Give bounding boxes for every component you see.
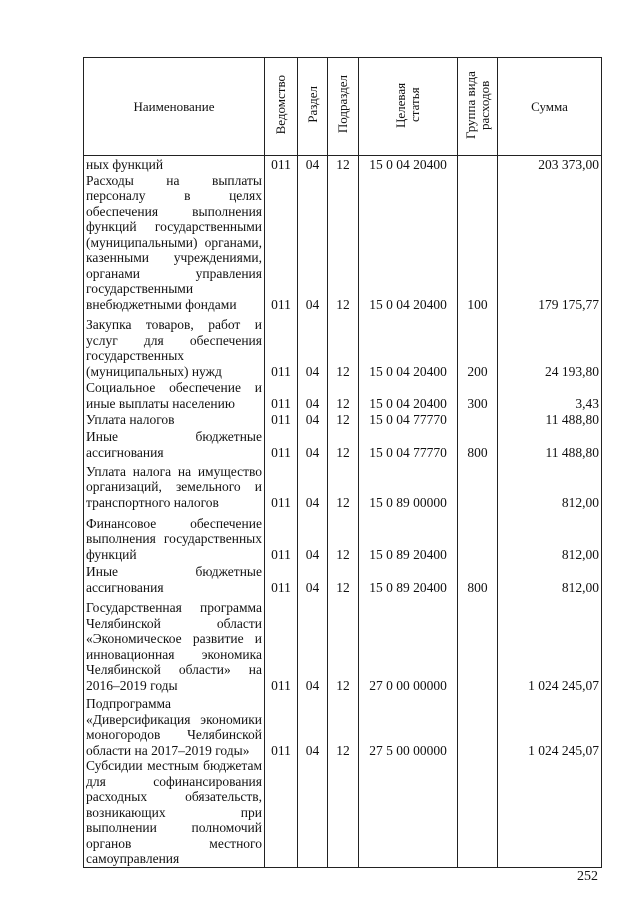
row-celevaya: 15 0 89 20400	[359, 510, 458, 562]
row-gruppa	[458, 758, 498, 867]
row-gruppa	[458, 510, 498, 562]
row-name: Иные бюджетные ассигнования	[84, 427, 265, 460]
row-summa: 812,00	[498, 510, 602, 562]
row-celevaya: 27 5 00 00000	[359, 693, 458, 758]
row-celevaya: 15 0 04 20400	[359, 156, 458, 173]
row-name: ных функций	[84, 156, 265, 173]
table-row	[84, 312, 602, 379]
row-podrazdel: 12	[328, 411, 359, 427]
row-podrazdel: 12	[328, 312, 359, 379]
row-celevaya: 15 0 04 20400	[359, 312, 458, 379]
row-podrazdel: 12	[328, 562, 359, 595]
row-celevaya: 15 0 89 20400	[359, 562, 458, 595]
row-razdel: 04	[298, 411, 328, 427]
row-name: Закупка товаров, работ и услуг для обеспечения государственных (муниципальных) нужд	[84, 312, 265, 379]
table-row	[84, 562, 602, 595]
row-podrazdel: 12	[328, 427, 359, 460]
row-ved: 011	[265, 312, 298, 379]
table-row	[84, 379, 602, 411]
row-podrazdel	[328, 758, 359, 867]
row-celevaya: 15 0 04 20400	[359, 379, 458, 411]
row-ved: 011	[265, 156, 298, 173]
row-razdel: 04	[298, 427, 328, 460]
header-razdel: Раздел	[298, 58, 328, 156]
page-number: 252	[577, 869, 598, 884]
row-name: Уплата налога на имущество организаций, земельного и транспортного налогов	[84, 460, 265, 510]
row-ved: 011	[265, 693, 298, 758]
row-celevaya	[359, 758, 458, 867]
header-gruppa: Группа вида расходов	[458, 58, 498, 156]
header-celevaya: Целевая статья	[359, 58, 458, 156]
row-celevaya: 15 0 04 77770	[359, 411, 458, 427]
budget-table	[83, 57, 602, 868]
row-gruppa: 100	[458, 173, 498, 313]
row-celevaya: 15 0 89 00000	[359, 460, 458, 510]
row-ved: 011	[265, 173, 298, 313]
row-gruppa	[458, 595, 498, 693]
table-row	[84, 460, 602, 510]
header-ved: Ведомство	[265, 58, 298, 156]
row-podrazdel: 12	[328, 693, 359, 758]
row-razdel: 04	[298, 156, 328, 173]
row-podrazdel: 12	[328, 510, 359, 562]
row-razdel: 04	[298, 173, 328, 313]
table-row	[84, 173, 602, 313]
table-row	[84, 156, 602, 173]
row-celevaya: 27 0 00 00000	[359, 595, 458, 693]
row-summa: 3,43	[498, 379, 602, 411]
row-ved: 011	[265, 510, 298, 562]
row-name: Уплата налогов	[84, 411, 265, 427]
row-name: Иные бюджетные ассигнования	[84, 562, 265, 595]
row-summa: 1 024 245,07	[498, 693, 602, 758]
row-podrazdel: 12	[328, 460, 359, 510]
table-row	[84, 758, 602, 867]
row-summa: 11 488,80	[498, 427, 602, 460]
row-razdel: 04	[298, 693, 328, 758]
row-summa: 24 193,80	[498, 312, 602, 379]
row-podrazdel: 12	[328, 156, 359, 173]
row-gruppa	[458, 156, 498, 173]
row-gruppa	[458, 693, 498, 758]
row-podrazdel: 12	[328, 379, 359, 411]
header-podrazdel: Подраздел	[328, 58, 359, 156]
header-summa: Сумма	[498, 58, 602, 156]
table-header-row	[84, 58, 602, 156]
row-gruppa: 800	[458, 427, 498, 460]
row-celevaya: 15 0 04 77770	[359, 427, 458, 460]
row-ved	[265, 758, 298, 867]
table-row	[84, 427, 602, 460]
row-razdel: 04	[298, 460, 328, 510]
row-razdel: 04	[298, 379, 328, 411]
header-name: Наименование	[84, 58, 265, 156]
row-ved: 011	[265, 411, 298, 427]
row-razdel: 04	[298, 562, 328, 595]
row-gruppa: 300	[458, 379, 498, 411]
row-gruppa: 800	[458, 562, 498, 595]
row-summa: 812,00	[498, 460, 602, 510]
row-ved: 011	[265, 427, 298, 460]
row-name: Подпрограмма «Диверсификация экономики моногородов Челябинской области на 2017–2019 годы»	[84, 693, 265, 758]
row-gruppa: 200	[458, 312, 498, 379]
row-ved: 011	[265, 379, 298, 411]
row-podrazdel: 12	[328, 595, 359, 693]
row-name: Государственная программа Челябинской области «Экономическое развитие и инновационная экономика Челябинской области» на 2016–2019 годы	[84, 595, 265, 693]
row-razdel: 04	[298, 510, 328, 562]
table-row	[84, 693, 602, 758]
row-summa	[498, 758, 602, 867]
row-podrazdel: 12	[328, 173, 359, 313]
table-row	[84, 595, 602, 693]
row-summa: 11 488,80	[498, 411, 602, 427]
row-name: Финансовое обеспечение выполнения государственных функций	[84, 510, 265, 562]
row-ved: 011	[265, 595, 298, 693]
row-name: Субсидии местным бюджетам для софинансирования расходных обязательств, возникающих при выполнении полномочий органов местного самоуправления	[84, 758, 265, 867]
table-row	[84, 510, 602, 562]
row-razdel: 04	[298, 312, 328, 379]
row-summa: 812,00	[498, 562, 602, 595]
row-celevaya: 15 0 04 20400	[359, 173, 458, 313]
row-gruppa	[458, 460, 498, 510]
row-gruppa	[458, 411, 498, 427]
row-razdel: 04	[298, 595, 328, 693]
row-summa: 1 024 245,07	[498, 595, 602, 693]
row-ved: 011	[265, 562, 298, 595]
row-name: Расходы на выплаты персоналу в целях обеспечения выполнения функций государственными (муниципальными) органами, казенными учреждениями, органами управления государственными внебюджетными фондами	[84, 173, 265, 313]
row-summa: 203 373,00	[498, 156, 602, 173]
row-razdel	[298, 758, 328, 867]
row-ved: 011	[265, 460, 298, 510]
row-name: Социальное обеспечение и иные выплаты населению	[84, 379, 265, 411]
table-row	[84, 411, 602, 427]
row-summa: 179 175,77	[498, 173, 602, 313]
